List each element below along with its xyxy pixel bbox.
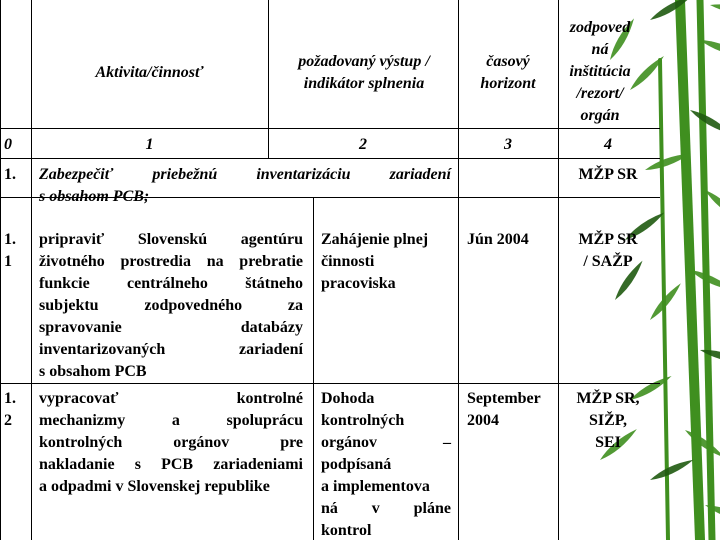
row11-output-line: pracoviska — [321, 275, 396, 292]
row12-output-line: kontrolných — [321, 412, 405, 429]
row11-activity-line: funkcie centrálneho štátneho — [39, 275, 303, 292]
col-number-0: 0 — [4, 136, 12, 153]
row11-output-line: Zahájenie plnej — [321, 231, 429, 248]
row11-output-line: činnosti — [321, 253, 375, 270]
col-number-2: 2 — [359, 136, 367, 153]
row12-responsible — [558, 388, 658, 454]
row12-number-part: 2 — [4, 412, 12, 429]
row12-number — [4, 388, 16, 432]
row12-activity-line: vypracovať kontrolné — [39, 390, 303, 407]
row12-output-line: podpísaná — [321, 456, 392, 473]
row1-number: 1. — [4, 166, 16, 183]
row11-number-part: 1 — [4, 253, 12, 270]
header-responsible — [558, 17, 642, 127]
row12-output-line: orgánov – — [321, 434, 451, 451]
header-output-text: požadovaný výstup / indikátor splnenia — [298, 52, 430, 92]
table-border-left — [0, 0, 1, 540]
row12-output-line: kontrol — [321, 522, 372, 539]
row12-horizon-line: September — [467, 390, 541, 407]
header-responsible-line: inštitúcia — [569, 63, 631, 80]
row1-activity-line2: s obsahom PCB; — [39, 188, 150, 205]
row1-responsible: MŽP SR — [578, 166, 638, 183]
header-responsible-line: orgán — [580, 107, 620, 124]
header-activity-text: Aktivita/činnosť — [95, 63, 204, 81]
row12-activity-line: kontrolných orgánov pre — [39, 434, 303, 451]
bamboo-leaf — [648, 0, 693, 23]
row11-responsible-line: / SAŽP — [583, 253, 633, 270]
col-number-4: 4 — [604, 136, 612, 153]
row12-output-line: a implementova — [321, 478, 430, 495]
row-divider-11 — [0, 383, 660, 384]
bamboo-leaf — [709, 2, 720, 17]
row11-number-part: 1. — [4, 231, 16, 248]
row11-number — [4, 229, 16, 273]
row1-activity — [39, 164, 451, 208]
row11-activity-line: spravovanie databázy — [39, 319, 303, 336]
row12-horizon — [467, 388, 541, 432]
row12-responsible-line: MŽP SR, — [576, 390, 640, 407]
row12-output-line: Dohoda — [321, 390, 375, 407]
row12-activity-line: a odpadmi v Slovenskej republike — [39, 478, 270, 495]
row11-horizon: Jún 2004 — [467, 231, 529, 248]
col-divider-2b — [313, 197, 314, 540]
row-divider-numbers — [0, 158, 660, 159]
row11-activity-line: s obsahom PCB — [39, 363, 147, 380]
row11-responsible-line: MŽP SR — [578, 231, 638, 248]
header-activity — [31, 0, 268, 145]
row11-activity-line: inventarizovaných zariadení — [39, 341, 303, 358]
header-output — [270, 0, 458, 145]
row11-activity-line: pripraviť Slovenskú agentúru — [39, 231, 303, 248]
row11-responsible — [558, 229, 658, 273]
row12-output — [321, 388, 451, 542]
row12-responsible-line: SIŽP, — [588, 412, 628, 429]
col-number-3: 3 — [504, 136, 512, 153]
row11-output — [321, 229, 451, 295]
row1-activity-line1: Zabezpečiť priebežnú inventarizáciu zariadení — [39, 166, 451, 183]
row12-number-part: 1. — [4, 390, 16, 407]
row12-activity-line: mechanizmy a spoluprácu — [39, 412, 303, 429]
row12-activity-line: nakladanie s PCB zariadeniami — [39, 456, 303, 473]
header-horizon-text: časový horizont — [480, 52, 536, 92]
row12-output-line: ná v pláne — [321, 500, 451, 517]
row11-activity-line: životného prostredia na prebratie — [39, 253, 303, 270]
header-responsible-line: ná — [591, 41, 609, 58]
header-responsible-line: zodpoved — [569, 19, 631, 36]
row12-horizon-line: 2004 — [467, 412, 499, 429]
row11-activity — [39, 229, 303, 383]
row12-responsible-line: SEI — [595, 434, 621, 451]
col-number-1: 1 — [145, 136, 154, 153]
header-responsible-line: /rezort/ — [576, 85, 624, 102]
bamboo-leaf — [649, 457, 695, 484]
row11-activity-line: subjektu zodpovedného za — [39, 297, 303, 314]
header-horizon — [458, 0, 558, 145]
row12-activity — [39, 388, 303, 498]
